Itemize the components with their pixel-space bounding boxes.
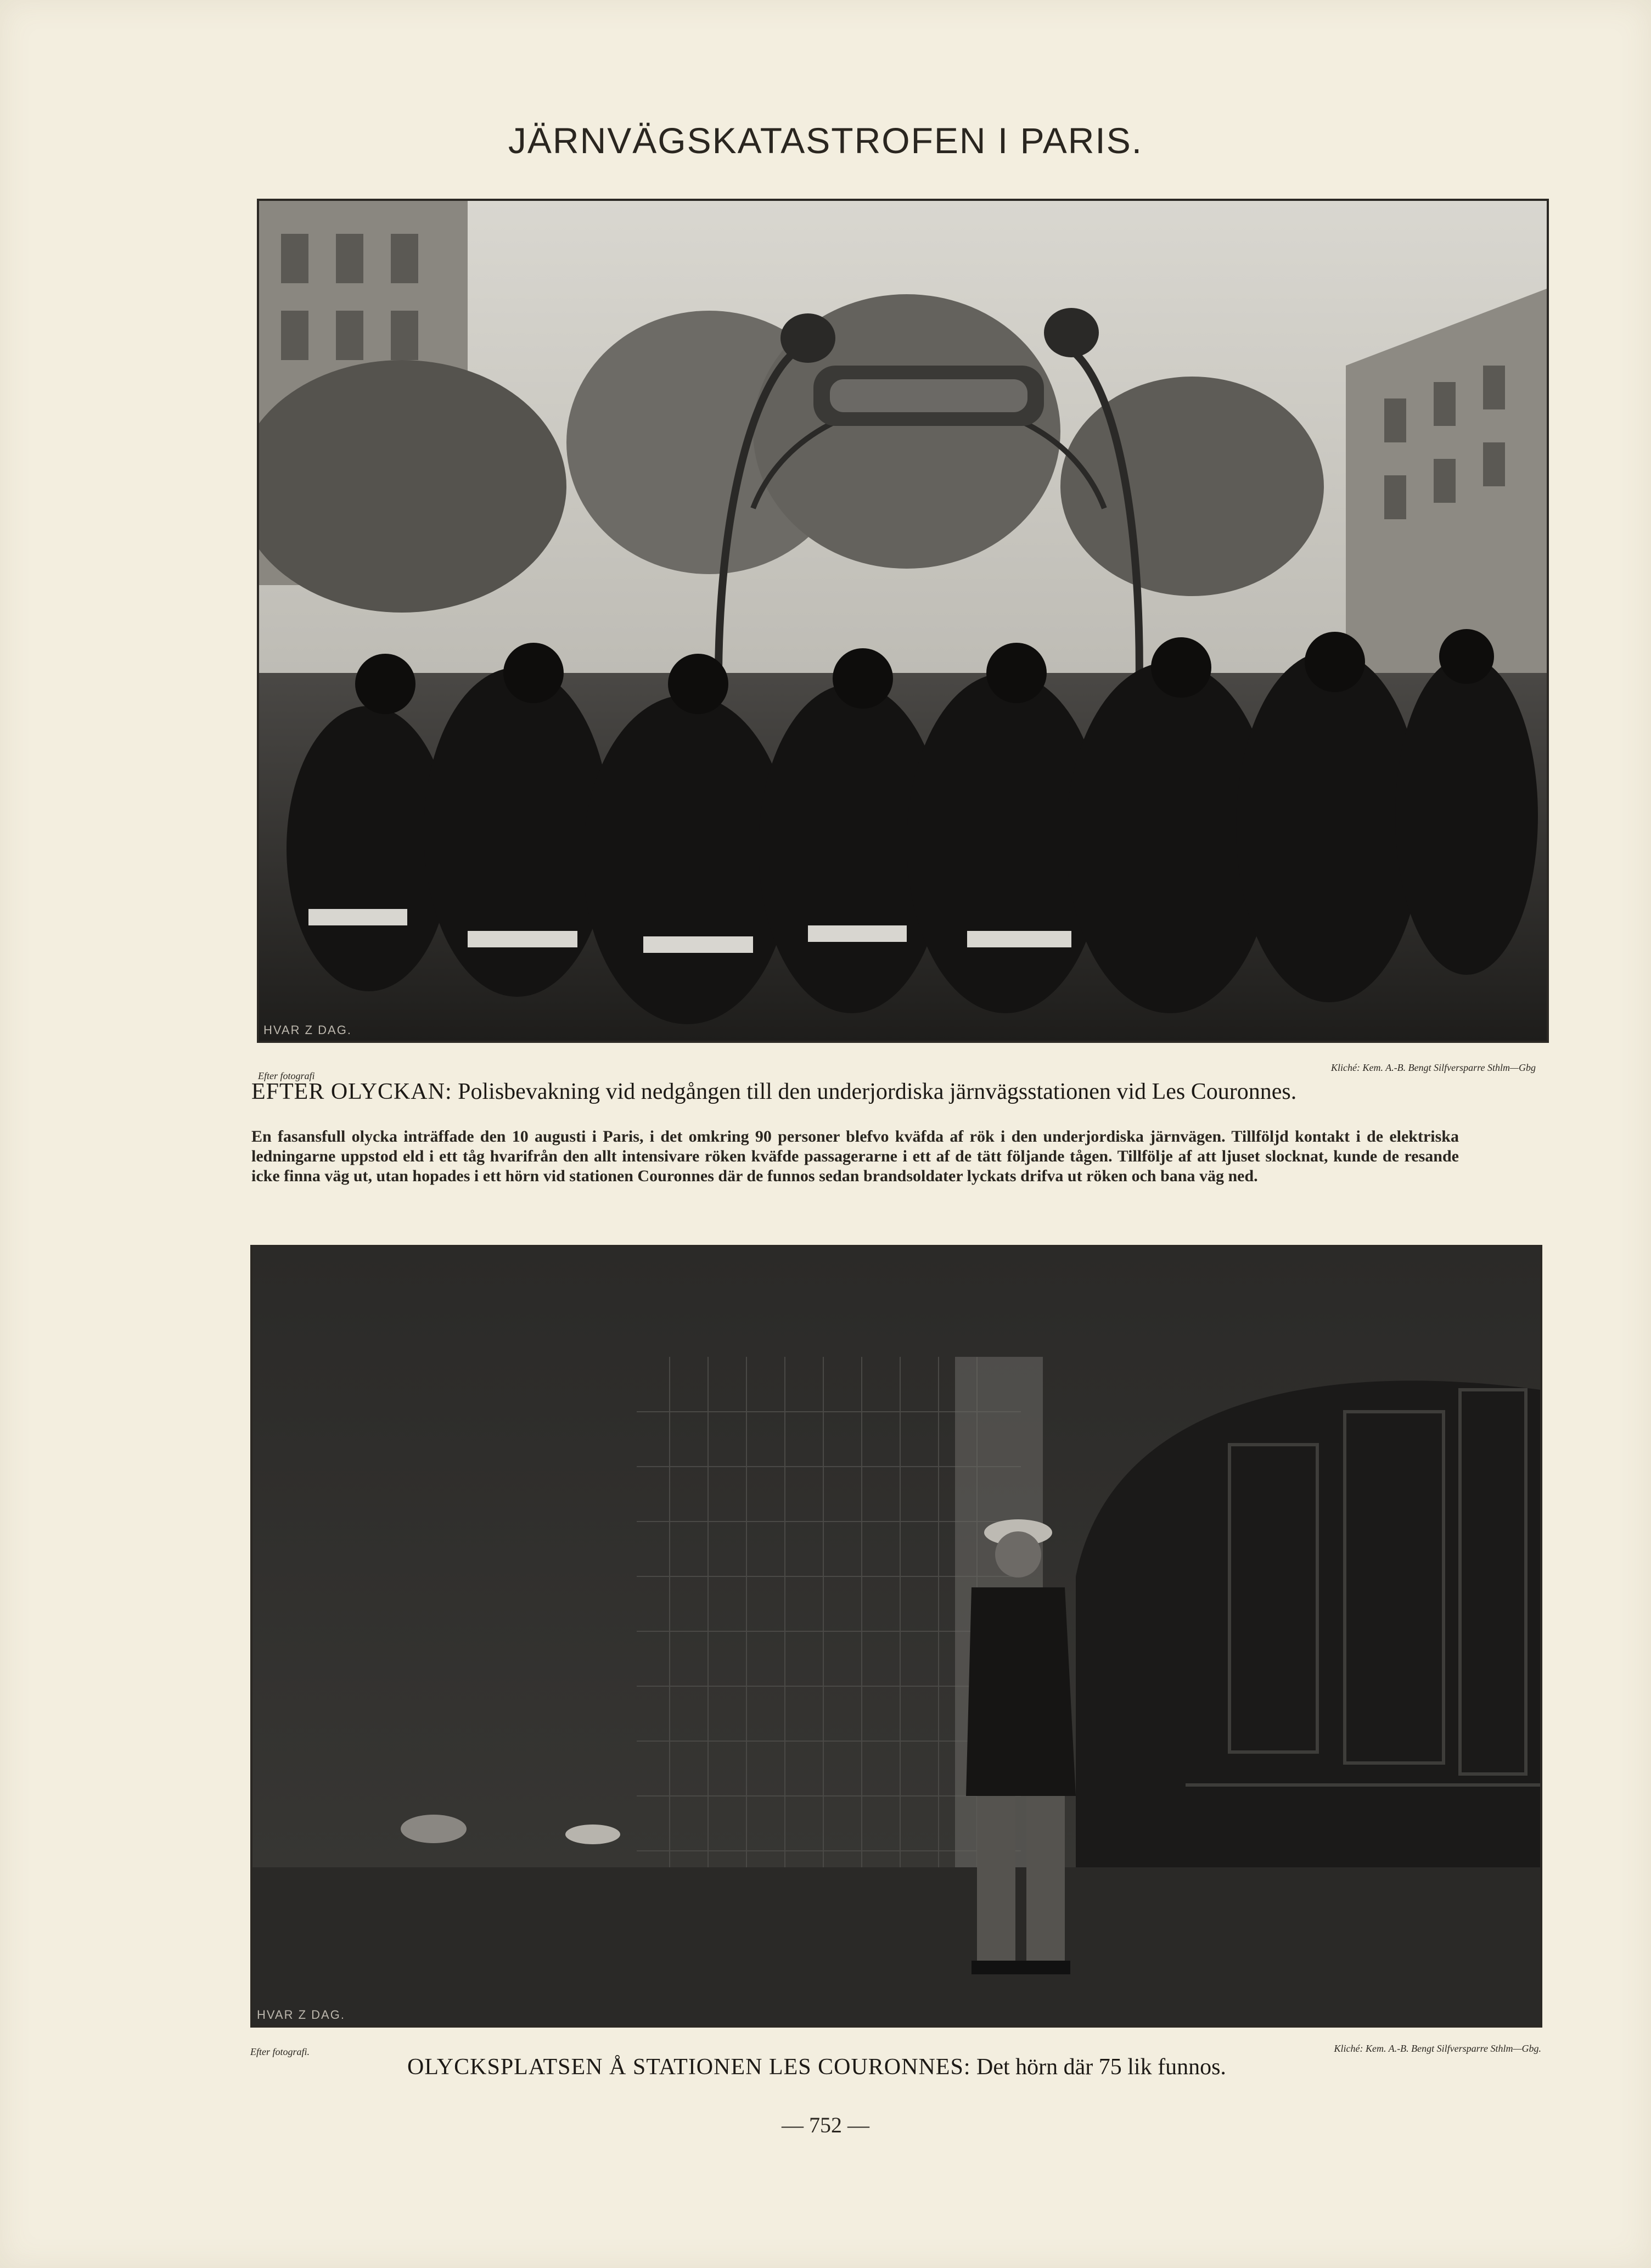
metro-entrance-illustration xyxy=(259,201,1547,1041)
photo-mark: HVAR Z DAG. xyxy=(263,1023,352,1037)
caption-top-lead: EFTER OLYCKAN: xyxy=(251,1079,452,1104)
page-number: — 752 — xyxy=(782,2113,869,2137)
station-corner-illustration xyxy=(252,1247,1540,2025)
article-body: En fasansfull olycka inträffade den 10 augusti i Paris, i det omkring 90 personer blefvo kväfda af rök i den underjordiska järnvägen. Tillföljd kontakt i de elektriska ledningarne uppstod eld i ett tåg hvarifrån den allt intensivare röken kväfde passagerarne i ett af de tätt följande tågen. Tillfölje af att ljuset slocknat, kunde de resande icke finna väg ut, utan hopades i ett hörn vid stationen Couronnes där de funnos sedan brandsoldater lyckats drifva ut röken och bana väg ned. xyxy=(251,1127,1459,1185)
caption-top-rest: Polisbevakning vid nedgången till den underjordiska järnvägsstationen vid Les Couronnes. xyxy=(452,1079,1297,1104)
cliche-credit-top: Kliché: Kem. A.-B. Bengt Silfversparre Sthlm—Gbg xyxy=(1331,1062,1536,1073)
caption-bottom-rest: Det hörn där 75 lik funnos. xyxy=(970,2054,1226,2080)
photo-mark: HVAR Z DAG. xyxy=(257,2008,345,2022)
source-note-bottom: Efter fotografi. xyxy=(250,2046,310,2057)
caption-bottom-lead: OLYCKSPLATSEN Å STATIONEN LES COURONNES: xyxy=(407,2054,971,2080)
page-title: JÄRNVÄGSKATASTROFEN I PARIS. xyxy=(508,120,1143,161)
photo-metro-entrance xyxy=(257,199,1549,1043)
source-note-top: Efter fotografi xyxy=(258,1070,315,1081)
caption-top xyxy=(251,1079,1296,1105)
photo-station-corner xyxy=(250,1245,1542,2028)
cliche-credit-bottom: Kliché: Kem. A.-B. Bengt Silfversparre Sthlm—Gbg. xyxy=(1334,2043,1541,2054)
caption-bottom xyxy=(407,2054,1226,2080)
